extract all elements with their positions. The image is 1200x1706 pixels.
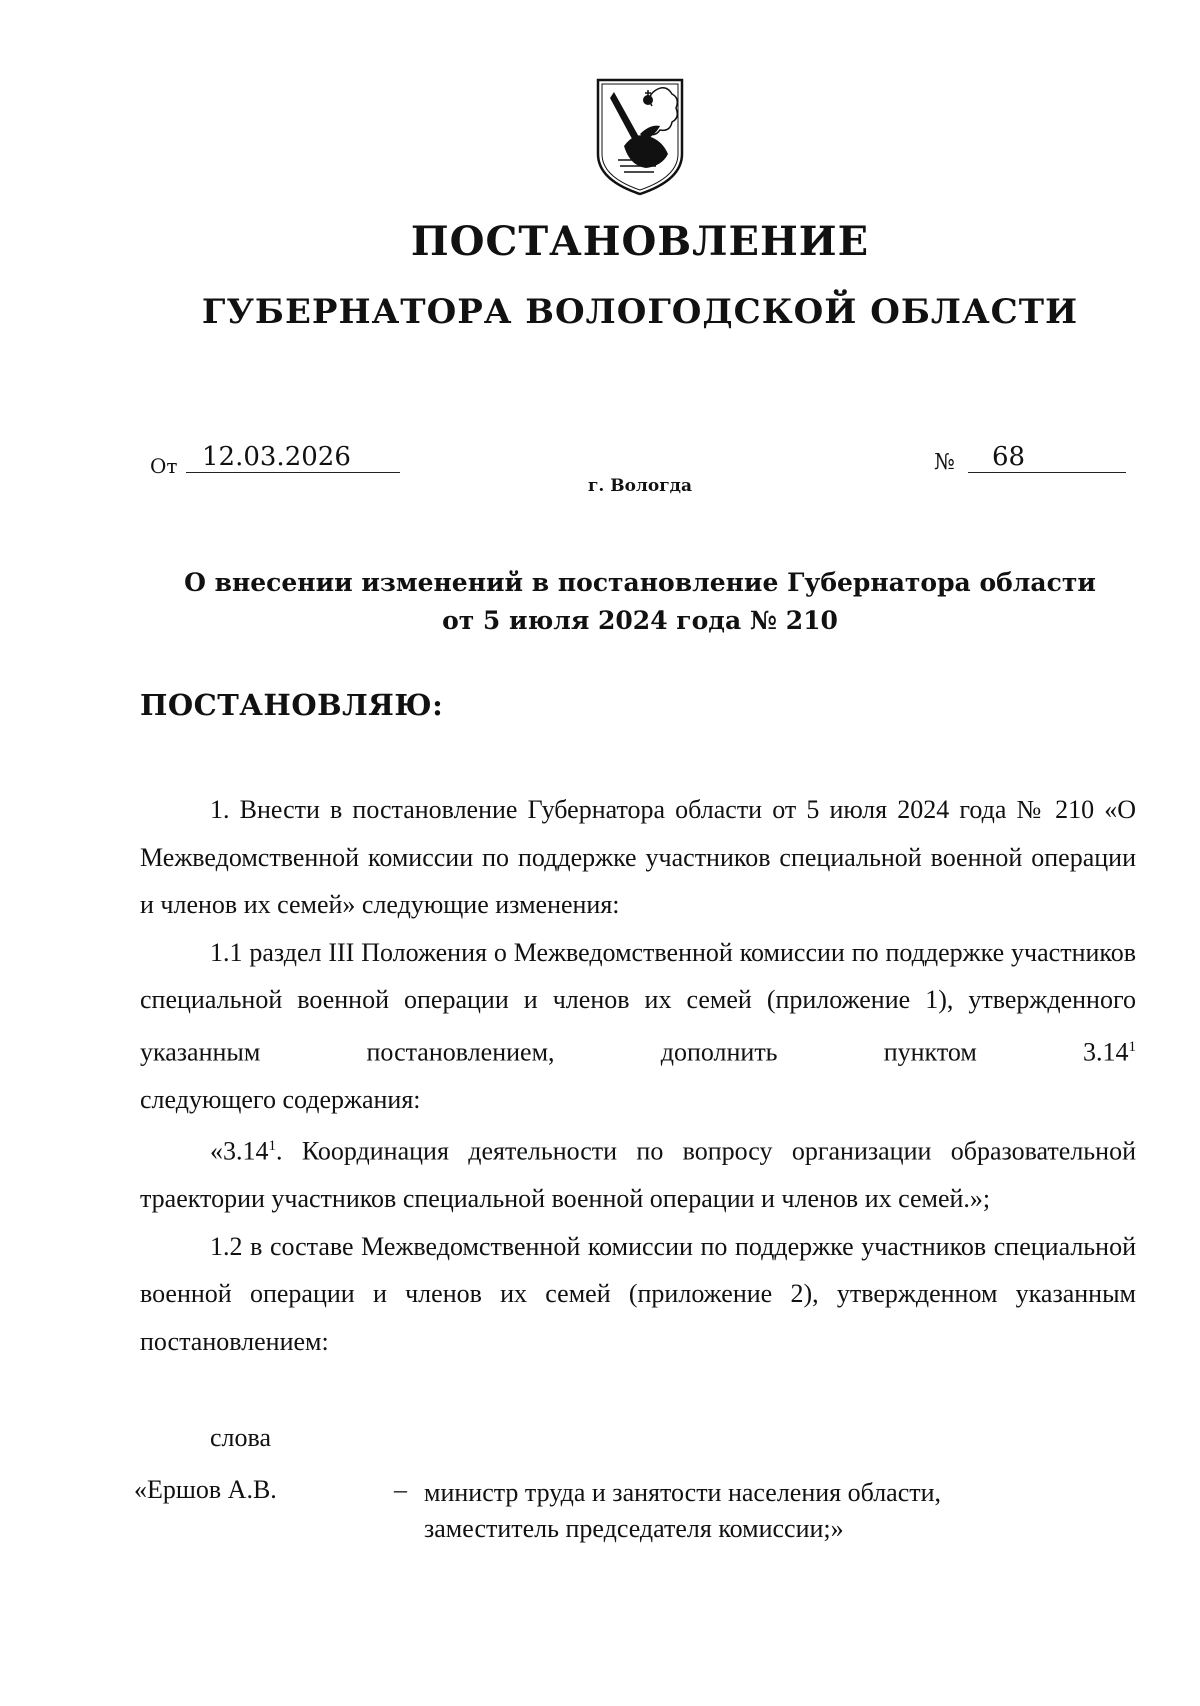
entry-dash: – xyxy=(394,1475,407,1504)
subject-line-1: О внесении изменений в постановление Губернатора области xyxy=(184,568,1096,597)
entry-name: «Ершов А.В. xyxy=(134,1475,277,1504)
paragraph-1-1-tail: следующего содержания: xyxy=(140,1084,421,1114)
document-subject xyxy=(140,564,1140,640)
document-date: 12.03.2026 xyxy=(186,442,400,473)
entry-description xyxy=(424,1475,1074,1547)
quote-number: «3.14 xyxy=(210,1136,269,1166)
document-subtitle: ГУБЕРНАТОРА ВОЛОГОДСКОЙ ОБЛАСТИ xyxy=(201,292,1079,332)
decree-word: ПОСТАНОВЛЯЮ: xyxy=(140,688,444,722)
quote-text: . Координация деятельности по вопросу организации образовательной траектории участников специальной военной операции и членов их семей.»; xyxy=(140,1136,1136,1214)
paragraph-1-2: 1.2 в составе Межведомственной комиссии по поддержке участников специальной военной операции и членов их семей (приложение 2), утвержденном указанным постановлением: xyxy=(140,1231,1136,1356)
coat-of-arms-icon xyxy=(594,76,686,198)
entry-description-line-1: министр труда и занятости населения области, xyxy=(424,1478,942,1507)
date-label: От xyxy=(150,454,178,478)
document-title: ПОСТАНОВЛЕНИЕ xyxy=(410,218,870,265)
entry-description-line-2: заместитель председателя комиссии;» xyxy=(424,1514,844,1543)
paragraph-1: 1. Внести в постановление Губернатора области от 5 июля 2024 года № 210 «О Межведомственной комиссии по поддержке участников специальной военной операции и членов их семей» следующие изменения: xyxy=(140,795,1136,919)
paragraph-1-1 xyxy=(140,929,1136,1076)
paragraph-1-1-text: 1.1 раздел III Положения о Межведомственной комиссии по поддержке участников специальной военной операции и членов их семей (приложение 1), утвержденного указанным постановлением, дополнить пунктом 3.14 xyxy=(140,937,1136,1067)
subject-line-2: от 5 июля 2024 года № 210 xyxy=(442,606,838,635)
document-number: 68 xyxy=(968,442,1126,473)
document-body xyxy=(140,786,1136,1365)
city: г. Вологда xyxy=(587,476,693,496)
superscript: 1 xyxy=(1128,1038,1136,1055)
slova-label: слова xyxy=(210,1423,271,1452)
paragraph-quote xyxy=(140,1123,1136,1223)
superscript: 1 xyxy=(268,1138,276,1155)
number-label: № xyxy=(934,450,955,475)
